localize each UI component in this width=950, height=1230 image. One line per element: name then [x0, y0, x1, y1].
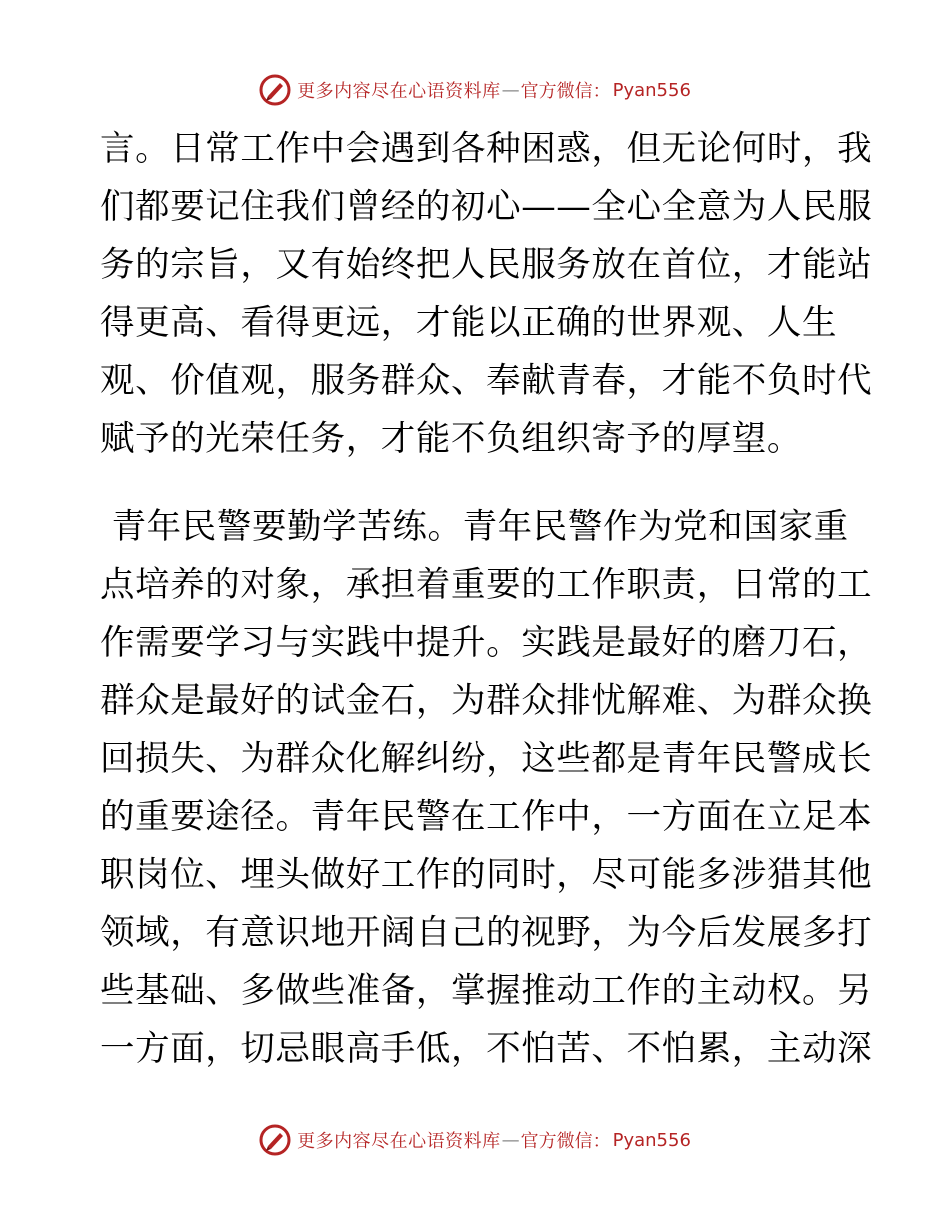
- text-line: 作需要学习与实践中提升。实践是最好的磨刀石，: [100, 623, 873, 663]
- paragraph-1: [100, 120, 873, 468]
- text-line: 观、价值观，服务群众、奉献青春，才能不负时代: [100, 361, 873, 401]
- banner-dash: —: [501, 79, 520, 101]
- text-line: 一方面，切忌眼高手低，不怕苦、不怕累，主动深: [100, 1029, 873, 1069]
- banner-text: 更多内容尽在心语资料库: [297, 1131, 501, 1152]
- header-banner: [0, 70, 950, 110]
- text-line: 务的宗旨，又有始终把人民服务放在首位，才能站: [100, 245, 873, 285]
- banner-wechat-label: 官方微信：: [520, 1131, 611, 1152]
- pen-logo-icon: [259, 74, 291, 106]
- pen-logo-icon: [259, 1124, 291, 1156]
- text-line: 领域，有意识地开阔自己的视野，为今后发展多打: [100, 913, 873, 953]
- banner-wechat-label: 官方微信：: [520, 81, 611, 102]
- text-line: 群众是最好的试金石，为群众排忧解难、为群众换: [100, 681, 873, 721]
- paragraph-2: [100, 498, 873, 1078]
- footer-banner: [0, 1120, 950, 1160]
- banner-dash: —: [501, 1129, 520, 1151]
- text-line: 言。日常工作中会遇到各种困惑，但无论何时，我: [100, 129, 873, 169]
- text-line: 们都要记住我们曾经的初心——全心全意为人民服: [100, 187, 873, 227]
- text-line: 青年民警要勤学苦练。青年民警作为党和国家重: [100, 507, 849, 547]
- banner-text: 更多内容尽在心语资料库: [297, 81, 501, 102]
- document-body: [100, 120, 873, 1078]
- banner-wechat-id: Pyan556: [612, 79, 691, 101]
- banner-wechat-id: Pyan556: [612, 1129, 691, 1151]
- text-line: 点培养的对象，承担着重要的工作职责，日常的工: [100, 565, 873, 605]
- text-line: 的重要途径。青年民警在工作中，一方面在立足本: [100, 797, 873, 837]
- text-line: 些基础、多做些准备，掌握推动工作的主动权。另: [100, 971, 873, 1011]
- text-line: 职岗位、埋头做好工作的同时，尽可能多涉猎其他: [100, 855, 873, 895]
- text-line: 回损失、为群众化解纠纷，这些都是青年民警成长: [100, 739, 873, 779]
- text-line: 得更高、看得更远，才能以正确的世界观、人生: [100, 303, 838, 343]
- text-line: 赋予的光荣任务，才能不负组织寄予的厚望。: [100, 419, 802, 459]
